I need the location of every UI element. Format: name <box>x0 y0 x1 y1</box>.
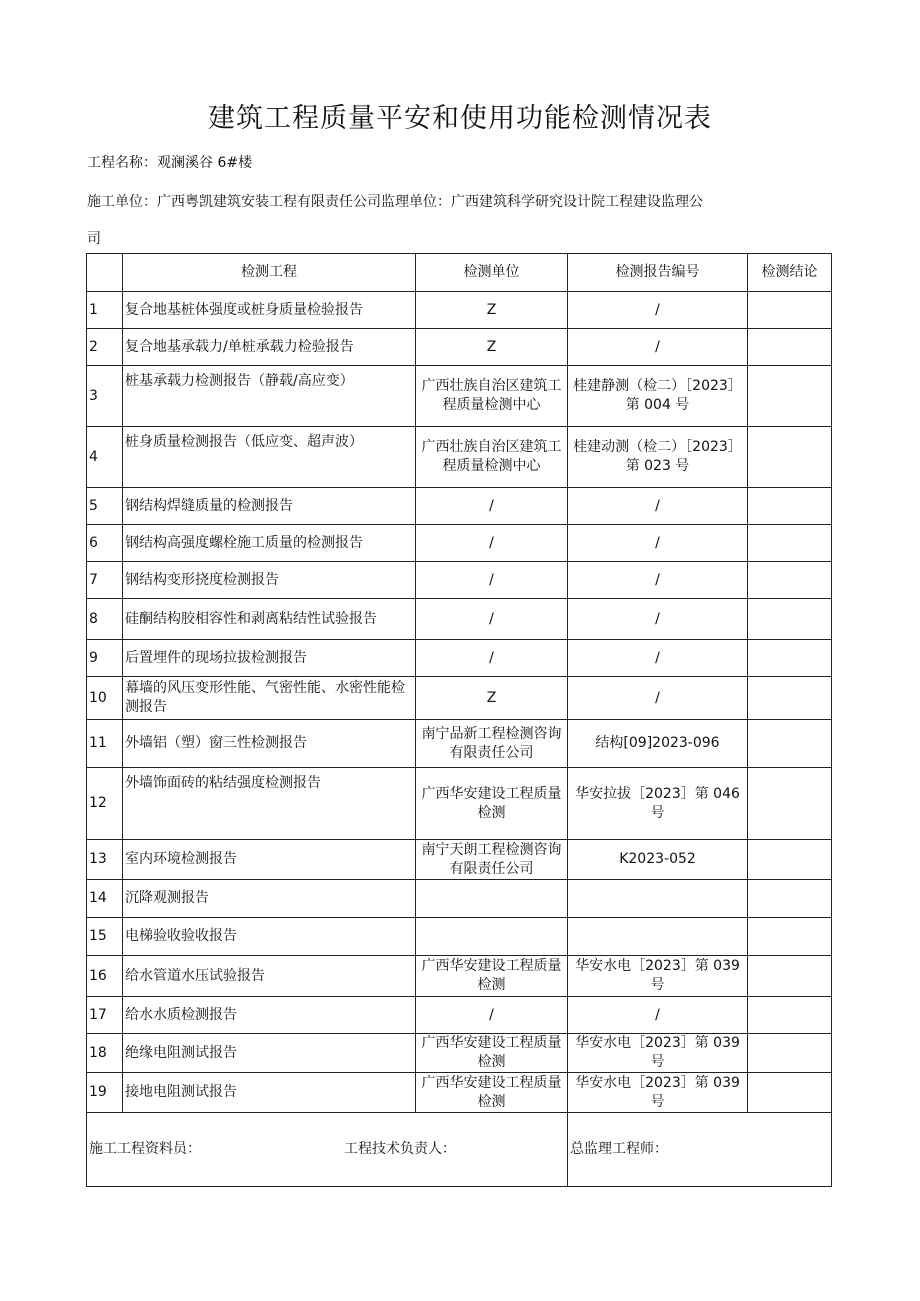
inspection-table <box>86 253 832 1187</box>
row-unit: Z <box>416 292 568 329</box>
row-unit: / <box>416 562 568 599</box>
row-conclusion <box>748 918 832 956</box>
row-item: 外墙饰面砖的粘结强度检测报告 <box>123 768 416 840</box>
row-item: 幕墙的风压变形性能、气密性能、水密性能检测报告 <box>123 677 416 720</box>
row-conclusion <box>748 292 832 329</box>
row-unit: 广西壮族自治区建筑工程质量检测中心 <box>416 427 568 488</box>
row-conclusion <box>748 840 832 880</box>
table-row <box>87 525 832 562</box>
row-item: 钢结构变形挠度检测报告 <box>123 562 416 599</box>
row-conclusion <box>748 525 832 562</box>
row-report: / <box>568 599 748 640</box>
row-number: 13 <box>87 840 123 880</box>
row-conclusion <box>748 768 832 840</box>
row-report: / <box>568 997 748 1034</box>
row-number: 2 <box>87 329 123 366</box>
row-report: / <box>568 329 748 366</box>
row-conclusion <box>748 720 832 768</box>
row-conclusion <box>748 997 832 1034</box>
table-row <box>87 720 832 768</box>
row-item: 绝缘电阻测试报告 <box>123 1034 416 1073</box>
row-number: 15 <box>87 918 123 956</box>
table-row <box>87 1073 832 1113</box>
row-number: 12 <box>87 768 123 840</box>
header-cell-unit: 检测单位 <box>416 254 568 292</box>
table-row <box>87 599 832 640</box>
row-number: 4 <box>87 427 123 488</box>
row-number: 6 <box>87 525 123 562</box>
row-item: 后置埋件的现场拉拔检测报告 <box>123 640 416 677</box>
header-cell-item: 检测工程 <box>123 254 416 292</box>
row-number: 17 <box>87 997 123 1034</box>
row-report <box>568 880 748 918</box>
row-unit: 广西华安建设工程质量检测 <box>416 768 568 840</box>
table-row <box>87 292 832 329</box>
table-row <box>87 677 832 720</box>
table-row <box>87 880 832 918</box>
row-report: / <box>568 488 748 525</box>
row-number: 9 <box>87 640 123 677</box>
row-conclusion <box>748 677 832 720</box>
row-report: 结构[09]2023-096 <box>568 720 748 768</box>
row-report: 华安水电［2023］第 039 号 <box>568 956 748 997</box>
row-number: 10 <box>87 677 123 720</box>
row-report: / <box>568 677 748 720</box>
row-unit: / <box>416 525 568 562</box>
row-unit: Z <box>416 329 568 366</box>
row-number: 1 <box>87 292 123 329</box>
row-report: 华安水电［2023］第 039 号 <box>568 1034 748 1073</box>
row-conclusion <box>748 562 832 599</box>
row-report: / <box>568 292 748 329</box>
row-unit: 广西华安建设工程质量检测 <box>416 1034 568 1073</box>
row-report: K2023-052 <box>568 840 748 880</box>
row-conclusion <box>748 956 832 997</box>
table-row <box>87 956 832 997</box>
row-number: 16 <box>87 956 123 997</box>
row-conclusion <box>748 427 832 488</box>
row-report <box>568 918 748 956</box>
row-unit: 广西壮族自治区建筑工程质量检测中心 <box>416 366 568 427</box>
table-row <box>87 1034 832 1073</box>
table-row <box>87 918 832 956</box>
row-report: / <box>568 640 748 677</box>
row-item: 沉降观测报告 <box>123 880 416 918</box>
table-header-row <box>87 254 832 292</box>
signature-cell-left <box>87 1113 568 1187</box>
clerk-signature-label: 施工工程资料员： <box>89 1141 201 1157</box>
table-row <box>87 840 832 880</box>
row-unit: / <box>416 640 568 677</box>
row-number: 11 <box>87 720 123 768</box>
row-conclusion <box>748 1034 832 1073</box>
header-cell-report: 检测报告编号 <box>568 254 748 292</box>
row-item: 硅酮结构胶相容性和剥离粘结性试验报告 <box>123 599 416 640</box>
table-row <box>87 562 832 599</box>
row-item: 钢结构高强度螺栓施工质量的检测报告 <box>123 525 416 562</box>
row-unit <box>416 880 568 918</box>
row-report: / <box>568 562 748 599</box>
row-number: 18 <box>87 1034 123 1073</box>
project-name-value: 观澜溪谷 6#楼 <box>157 155 253 171</box>
row-unit: 广西华安建设工程质量检测 <box>416 956 568 997</box>
project-name-line <box>87 152 252 172</box>
row-report: 桂建动测（检二）［2023］第 023 号 <box>568 427 748 488</box>
table-row <box>87 329 832 366</box>
row-unit <box>416 918 568 956</box>
row-conclusion <box>748 640 832 677</box>
row-item: 复合地基桩体强度或桩身质量检验报告 <box>123 292 416 329</box>
table-row <box>87 997 832 1034</box>
row-conclusion <box>748 1073 832 1113</box>
table-row <box>87 640 832 677</box>
document-title: 建筑工程质量平安和使用功能检测情况表 <box>208 103 712 134</box>
tech-lead-signature-label: 工程技术负责人： <box>344 1141 456 1157</box>
row-unit: / <box>416 488 568 525</box>
row-item: 桩基承载力检测报告（静载/高应变） <box>123 366 416 427</box>
row-number: 19 <box>87 1073 123 1113</box>
row-unit: 南宁天朗工程检测咨询有限责任公司 <box>416 840 568 880</box>
row-number: 8 <box>87 599 123 640</box>
contractor-supervisor-line: 施工单位：广西粤凯建筑安装工程有限责任公司监理单位：广西建筑科学研究设计院工程建设监理公 <box>87 194 703 210</box>
row-unit: 广西华安建设工程质量检测 <box>416 1073 568 1113</box>
row-number: 5 <box>87 488 123 525</box>
row-unit: / <box>416 599 568 640</box>
row-number: 3 <box>87 366 123 427</box>
row-unit: 南宁品新工程检测咨询有限责任公司 <box>416 720 568 768</box>
table-row <box>87 488 832 525</box>
signature-cell-right <box>568 1113 832 1187</box>
row-item: 给水水质检测报告 <box>123 997 416 1034</box>
row-item: 给水管道水压试验报告 <box>123 956 416 997</box>
row-item: 接地电阻测试报告 <box>123 1073 416 1113</box>
row-item: 室内环境检测报告 <box>123 840 416 880</box>
table-row <box>87 768 832 840</box>
project-name-label: 工程名称： <box>87 155 157 171</box>
signature-row <box>87 1113 832 1187</box>
table-row <box>87 366 832 427</box>
row-conclusion <box>748 366 832 427</box>
row-report: 桂建静测（检二）［2023］第 004 号 <box>568 366 748 427</box>
row-item: 电梯验收验收报告 <box>123 918 416 956</box>
contractor-supervisor-line-wrap: 司 <box>87 231 101 247</box>
row-report: 华安拉拔［2023］第 046 号 <box>568 768 748 840</box>
row-conclusion <box>748 488 832 525</box>
row-unit: Z <box>416 677 568 720</box>
row-report: 华安水电［2023］第 039 号 <box>568 1073 748 1113</box>
header-cell-conclusion: 检测结论 <box>748 254 832 292</box>
row-item: 钢结构焊缝质量的检测报告 <box>123 488 416 525</box>
chief-supervisor-signature-label: 总监理工程师： <box>570 1141 668 1157</box>
row-unit: / <box>416 997 568 1034</box>
row-number: 14 <box>87 880 123 918</box>
row-item: 桩身质量检测报告（低应变、超声波） <box>123 427 416 488</box>
row-conclusion <box>748 599 832 640</box>
row-conclusion <box>748 880 832 918</box>
row-item: 外墙铝（塑）窗三性检测报告 <box>123 720 416 768</box>
row-report: / <box>568 525 748 562</box>
table-row <box>87 427 832 488</box>
row-number: 7 <box>87 562 123 599</box>
row-conclusion <box>748 329 832 366</box>
row-item: 复合地基承载力/单桩承载力检验报告 <box>123 329 416 366</box>
header-cell-no <box>87 254 123 292</box>
